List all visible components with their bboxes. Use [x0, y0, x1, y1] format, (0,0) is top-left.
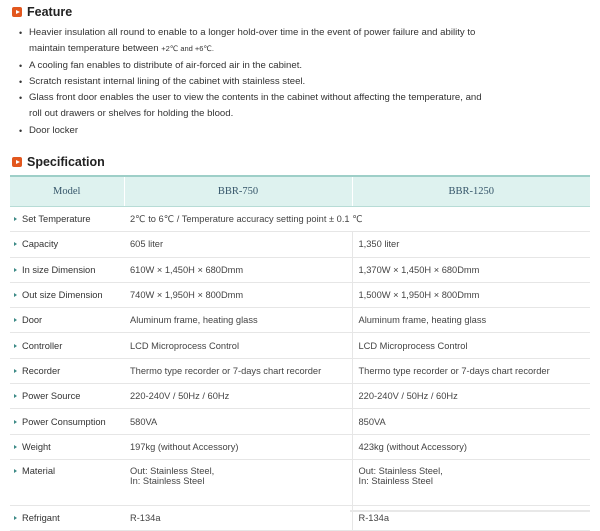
feature-item: maintain temperature between +2℃ and +6℃. [29, 43, 214, 55]
feature-heading [12, 5, 72, 19]
feature-item: • Scratch resistant internal lining of the cabinet with stainless steel. [19, 75, 306, 87]
section-bullet-icon [12, 157, 22, 167]
feature-title: Feature [27, 5, 73, 19]
row-arrow-icon [14, 369, 17, 373]
cell-value: 2℃ to 6℃ / Temperature accuracy setting point ± 0.1 ℃ [124, 207, 590, 232]
row-label: Material [10, 459, 124, 505]
cell-value: Thermo type recorder or 7-days chart recorder [124, 358, 352, 383]
cell-value: Thermo type recorder or 7-days chart recorder [352, 358, 590, 383]
row-arrow-icon [14, 469, 17, 473]
table-row [10, 282, 590, 307]
row-label: Controller [10, 333, 124, 358]
cell-value: R-134a [352, 505, 590, 530]
cell-value: Out: Stainless Steel, In: Stainless Steel [124, 459, 352, 505]
cell-value: 220-240V / 50Hz / 60Hz [124, 384, 352, 409]
cell-value: 1,350 liter [352, 232, 590, 257]
table-row [10, 308, 590, 333]
feature-item: roll out drawers or shelves for holding the blood. [29, 108, 234, 120]
feature-item: • Door locker [19, 124, 79, 136]
cell-value: Aluminum frame, heating glass [352, 308, 590, 333]
cell-value: LCD Microprocess Control [352, 333, 590, 358]
cell-value: 610W × 1,450H × 680Dmm [124, 257, 352, 282]
cell-value: 220-240V / 50Hz / 60Hz [352, 384, 590, 409]
row-arrow-icon [14, 420, 17, 424]
cell-value: 1,370W × 1,450H × 680Dmm [352, 257, 590, 282]
row-arrow-icon [14, 318, 17, 322]
feature-list [18, 25, 593, 139]
row-label: Refrigant [10, 505, 124, 530]
section-bullet-icon [12, 7, 22, 17]
row-label: Recorder [10, 358, 124, 383]
row-arrow-icon [14, 268, 17, 272]
row-label: Out size Dimension [10, 282, 124, 307]
row-label: Capacity [10, 232, 124, 257]
table-row [10, 409, 590, 434]
row-arrow-icon [14, 217, 17, 221]
cell-value: 740W × 1,950H × 800Dmm [124, 282, 352, 307]
cell-value: Out: Stainless Steel, In: Stainless Steel [352, 459, 590, 505]
table-header-row [10, 176, 590, 207]
row-label: Weight [10, 434, 124, 459]
table-row [10, 207, 590, 232]
specification-heading [12, 155, 105, 169]
feature-item: • Glass front door enables the user to view the contents in the cabinet without affecting the temperature, and [19, 92, 482, 104]
cell-value: 197kg (without Accessory) [124, 434, 352, 459]
table-row [10, 384, 590, 409]
row-label: In size Dimension [10, 257, 124, 282]
row-arrow-icon [14, 344, 17, 348]
table-row [10, 232, 590, 257]
specification-title: Specification [27, 155, 105, 169]
table-row [10, 257, 590, 282]
row-arrow-icon [14, 445, 17, 449]
row-label: Power Source [10, 384, 124, 409]
table-row [10, 459, 590, 505]
feature-item: • Heavier insulation all round to enable to a longer hold-over time in the event of power failure and ability to [19, 27, 476, 38]
cell-value: R-134a [124, 505, 352, 530]
row-arrow-icon [14, 293, 17, 297]
cell-value: 423kg (without Accessory) [352, 434, 590, 459]
table-row [10, 358, 590, 383]
table-row [10, 333, 590, 358]
bottom-divider [350, 510, 590, 512]
header-bbr-1250: BBR-1250 [352, 176, 590, 207]
row-arrow-icon [14, 242, 17, 246]
cell-value: LCD Microprocess Control [124, 333, 352, 358]
specification-table [10, 175, 590, 531]
cell-value: 850VA [352, 409, 590, 434]
row-label: Door [10, 308, 124, 333]
cell-value: 605 liter [124, 232, 352, 257]
row-label: Power Consumption [10, 409, 124, 434]
feature-item: • A cooling fan enables to distribute of air-forced air in the cabinet. [19, 59, 303, 71]
cell-value: 580VA [124, 409, 352, 434]
row-label: Set Temperature [10, 207, 124, 232]
header-model: Model [10, 176, 124, 207]
table-row [10, 434, 590, 459]
header-bbr-750: BBR-750 [124, 176, 352, 207]
cell-value: 1,500W × 1,950H × 800Dmm [352, 282, 590, 307]
row-arrow-icon [14, 394, 17, 398]
cell-value: Aluminum frame, heating glass [124, 308, 352, 333]
